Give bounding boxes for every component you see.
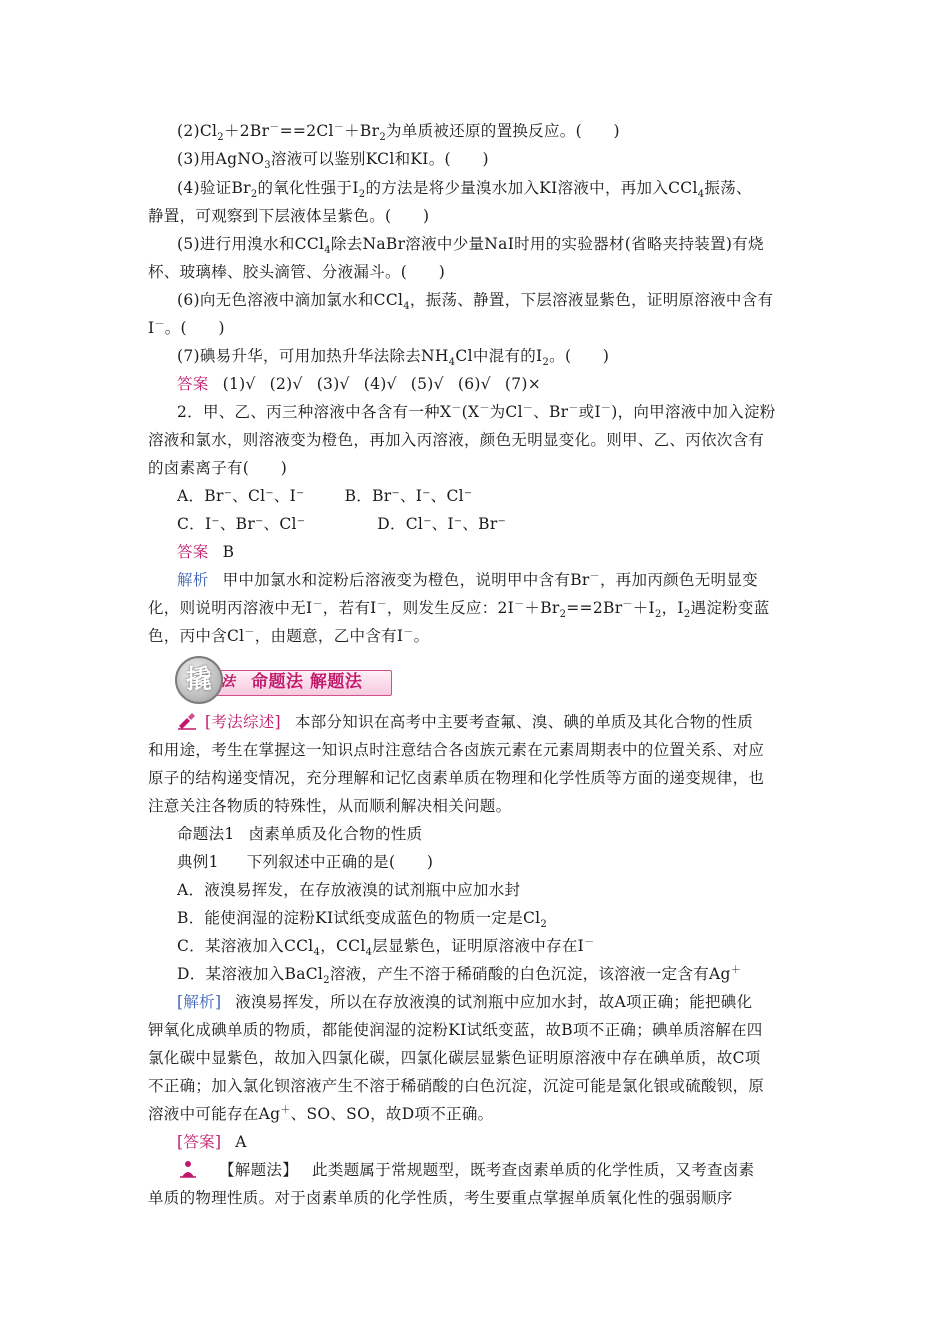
q2-stem-line1: 2．甲、乙、丙三种溶液中各含有一种X－(X－为Cl－、Br－或I－)，向甲溶液中加入淀粉 [177,402,776,421]
q2-options-cd [177,514,837,534]
example-1-option-b: B．能使润湿的淀粉KI试纸变成蓝色的物质一定是$Cl_2$ [177,909,548,931]
option-b: B．Br⁻、I⁻、Cl⁻ [344,487,473,505]
solve-line2: 单质的物理性质。对于卤素单质的化学性质，考生要重点掌握单质氧化性的强弱顺序 [148,1189,733,1207]
q1-item-2: $(2)Cl_2+2Br^-==2Cl^-+Br_2$为单质被还原的置换反应。( ) [177,121,620,144]
q1-item-4-line2: 静置，可观察到下层液体呈紫色。( ) [148,207,430,225]
q1-item-5-line2: 杯、玻璃棒、胶头滴管、分液漏斗。( ) [148,263,446,281]
analysis-line3: 氯化碳中显紫色，故加入四氯化碳，四氯化碳层显紫色证明原溶液中存在碘单质，故C项 [148,1049,761,1067]
q1-item-7: (7)碘易升华，可用加热升华法除去$NH_4Cl$中混有的$I_2$。( ) [177,347,610,369]
example-1-option-c: C．某溶液加入CCl$_4$，CCl$_4$层显紫色，证明原溶液中存在I－ [177,936,595,959]
answer-4: (4)√ [363,375,397,393]
answer-2: (2)√ [269,375,303,393]
analysis-line4: 不正确；加入氯化钡溶液产生不溶于稀硝酸的白色沉淀，沉淀可能是氯化银或硫酸钡，原 [148,1077,765,1095]
analysis-bracket-label: [解析] [177,993,222,1011]
reader-icon [177,1160,199,1178]
example-1-stem: 典例1 下列叙述中正确的是( ) [177,853,434,871]
option-c: C．I⁻、Br⁻、Cl⁻ [177,515,306,533]
q1-item-6-line1: (6)向无色溶液中滴加氯水和CCl$_4$，振荡、静置，下层溶液显紫色，证明原溶液中含有 [177,291,774,313]
option-a: A．Br⁻、Cl⁻、I⁻ [177,487,305,505]
review-label: [考法综述] [205,713,281,731]
analysis-label: 解析 [177,571,209,589]
example-1-option-d: D．某溶液加入BaCl$_2$溶液，产生不溶于稀硝酸的白色沉淀，该溶液一定含有Ag＋ [177,964,742,987]
q2-stem-line3: 的卤素离子有( ) [148,459,288,477]
q2-analysis-line1: 解析 甲中加氯水和淀粉后溶液变为橙色，说明甲中含有Br－，再加丙颜色无明显变 [177,570,758,589]
solve-line1: 【解题法】 此类题属于常规题型，既考查卤素单质的化学性质，又考查卤素 [177,1160,837,1180]
answer-5: (5)√ [410,375,444,393]
method-1-heading: 命题法1 卤素单质及化合物的性质 [177,825,423,843]
analysis-line2: 钾氧化成碘单质的物质，都能使润湿的淀粉KI试纸变蓝，故B项不正确；碘单质溶解在四 [148,1021,763,1039]
q2-analysis-line2: 化，则说明丙溶液中无I－，若有I－，则发生反应：$2I^-+Br_2==2Br^-+I_2$，$I_2$遇淀粉变蓝 [148,598,770,621]
q2-analysis-line3: 色，丙中含Cl－，由题意，乙中含有I－。 [148,626,430,645]
banner-title: 命题法 解题法 [251,672,363,692]
option-d: D．Cl⁻、I⁻、Br⁻ [377,515,507,533]
banner-emblem: 撬 [175,656,223,704]
q1-item-4-line1: (4)验证$Br_2$的氧化性强于$I_2$的方法是将少量溴水加入KI溶液中，再加入CCl$_4$振荡、 [177,179,752,201]
review-line3: 原子的结构递变情况，充分理解和记忆卤素单质在物理和化学性质等方面的递变规律，也 [148,769,765,787]
review-line4: 注意关注各物质的特殊性，从而顺利解决相关问题。 [148,797,512,815]
q2-answer: B [222,543,235,561]
review-line2: 和用途，考生在掌握这一知识点时注意结合各卤族元素在元素周期表中的位置关系、对应 [148,741,765,759]
q1-item-6-line2: I－。( ) [148,318,225,337]
answer-7: (7)× [504,375,542,393]
answer-label: 答案 [177,375,209,393]
answer-3: (3)√ [316,375,350,393]
analysis-line1: [解析] 液溴易挥发，所以在存放液溴的试剂瓶中应加水封，故A项正确；能把碘化 [177,993,753,1011]
analysis-line5: 溶液中可能存在Ag＋、SO、SO，故D项不正确。 [148,1104,494,1123]
answer-6: (6)√ [457,375,491,393]
q1-item-3: (3)用AgNO$_3$溶液可以鉴别KCl和KI。( ) [177,150,489,172]
answer-label: 答案 [177,543,209,561]
answer-2-line: [答案] A [177,1133,247,1151]
q2-options-ab [177,486,837,506]
q1-item-5-line1: (5)进行用溴水和CCl$_4$除去NaBr溶液中少量NaI时用的实验器材(省略夹持装置)有烧 [177,235,764,257]
pen-icon [177,712,199,730]
section-banner [175,656,395,702]
answer-bracket-label: [答案] [177,1133,222,1151]
q1-answer-line [177,374,837,394]
answer-1: (1)√ [222,375,256,393]
example-1-option-a: A．液溴易挥发，在存放液溴的试剂瓶中应加水封 [177,881,521,899]
banner-fa: 法 [221,674,235,690]
review-line1: [考法综述] 本部分知识在高考中主要考查氟、溴、碘的单质及其化合物的性质 [177,712,837,732]
q2-answer-line [177,542,837,562]
q2-stem-line2: 溶液和氯水，则溶液变为橙色，再加入丙溶液，颜色无明显变化。则甲、乙、丙依次含有 [148,431,765,449]
